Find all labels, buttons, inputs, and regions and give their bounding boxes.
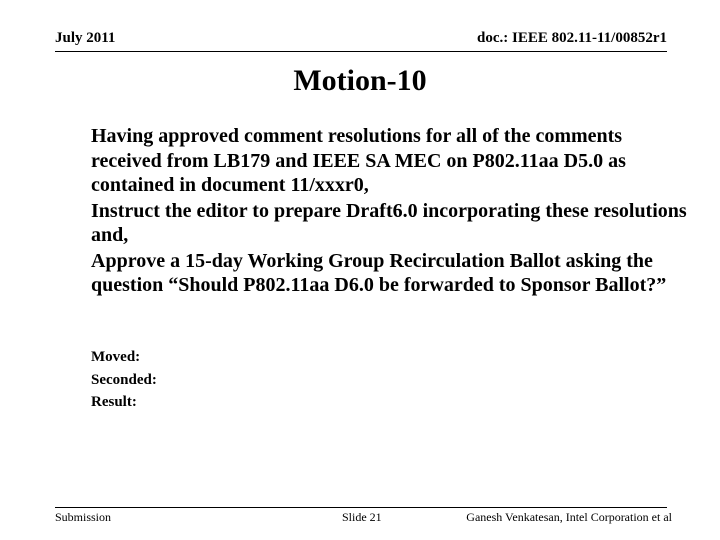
motion-paragraph: Approve a 15-day Working Group Recirculation Ballot asking the question “Should P802.11aa D6.0 be forwarded to Sponsor Ballot?” [91,249,667,296]
footer-slide-number: Slide 21 [342,510,382,524]
footer-divider [55,507,667,508]
footer-submission: Submission [55,510,112,524]
header-date: July 2011 [55,30,116,46]
motion-fields [91,346,157,414]
motion-paragraph: Instruct the editor to prepare Draft6.0 incorporating these resolutions and, [91,199,687,246]
motion-paragraph: Having approved comment resolutions for all of the comments received from LB179 and IEEE SA MEC on P802.11aa D5.0 as contained in document 11/xxxr0, [91,125,626,196]
seconded-label: Seconded: [91,371,157,388]
moved-label: Moved: [91,349,141,365]
header-doc-id: doc.: IEEE 802.11-11/00852r1 [476,30,667,46]
footer-author: Ganesh Venkatesan, Intel Corporation et al [466,510,672,524]
result-label: Result: [91,394,137,410]
slide-title: Motion-10 [293,64,427,97]
motion-text [91,124,691,299]
header-divider [55,51,667,52]
